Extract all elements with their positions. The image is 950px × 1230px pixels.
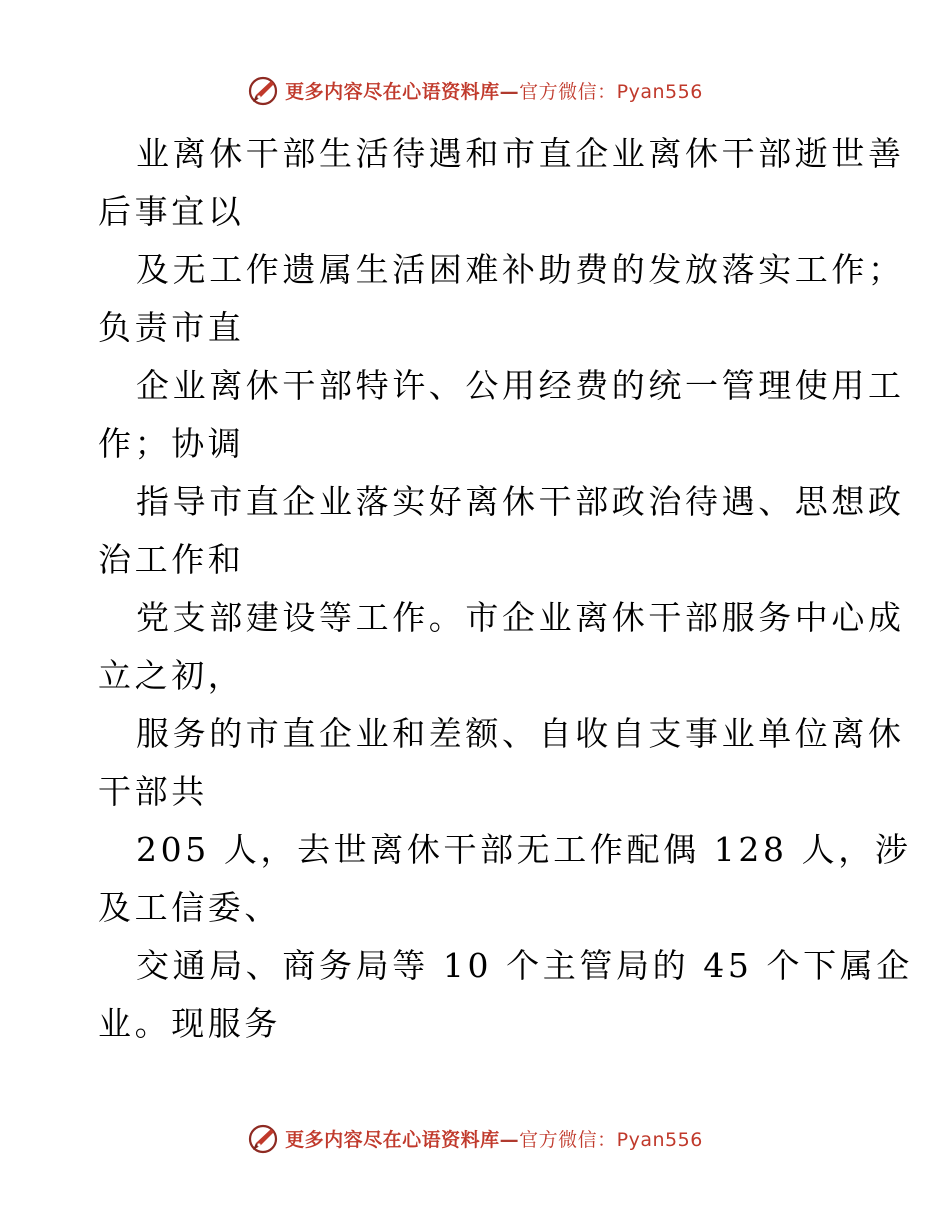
- header-banner: [0, 70, 950, 110]
- body-line: 作；协调: [98, 424, 245, 463]
- body-line: 交通局、商务局等 10 个主管局的 45 个下属企: [136, 946, 913, 985]
- footer-wechat-text: 官方微信：Pyan556: [519, 1128, 703, 1151]
- header-dash: —: [499, 80, 520, 103]
- body-line: 治工作和: [98, 540, 245, 579]
- body-line: 党支部建设等工作。市企业离休干部服务中心成: [136, 598, 905, 637]
- body-line: 业离休干部生活待遇和市直企业离休干部逝世善: [136, 134, 905, 173]
- footer-banner: [0, 1118, 950, 1158]
- body-line: 立之初，: [98, 656, 245, 695]
- body-line: 及工信委、: [98, 888, 281, 927]
- footer-banner-text: [285, 1125, 703, 1152]
- header-banner-text: [285, 77, 703, 104]
- body-line: 业。现服务: [98, 1004, 281, 1043]
- footer-dash: —: [499, 1128, 520, 1151]
- body-line: 服务的市直企业和差额、自收自支事业单位离休: [136, 714, 905, 753]
- header-main-text: 更多内容尽在心语资料库: [285, 80, 500, 103]
- pen-nib-circle-logo-icon: [247, 1121, 281, 1155]
- body-line: 205 人，去世离休干部无工作配偶 128 人，涉: [136, 830, 912, 869]
- pen-nib-circle-logo-icon: [247, 73, 281, 107]
- footer-main-text: 更多内容尽在心语资料库: [285, 1128, 500, 1151]
- body-line: 负责市直: [98, 308, 245, 347]
- body-line: 后事宜以: [98, 192, 245, 231]
- body-line: 及无工作遗属生活困难补助费的发放落实工作；: [136, 250, 905, 289]
- body-line: 干部共: [98, 772, 208, 811]
- body-line: 指导市直企业落实好离休干部政治待遇、思想政: [136, 482, 905, 521]
- body-line: 企业离休干部特许、公用经费的统一管理使用工: [136, 366, 905, 405]
- document-body: [98, 125, 913, 1053]
- header-wechat-text: 官方微信：Pyan556: [519, 80, 703, 103]
